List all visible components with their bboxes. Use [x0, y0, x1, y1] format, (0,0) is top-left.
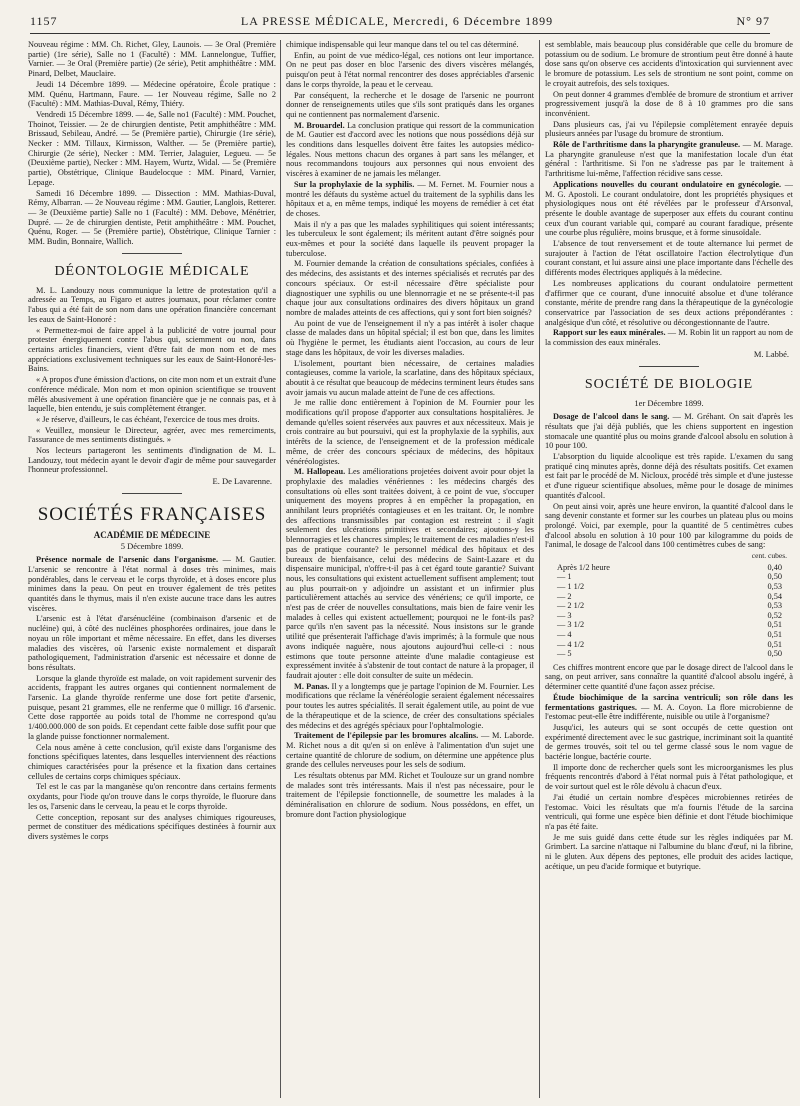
time-cell: — 5: [557, 649, 572, 659]
section-title-deontologie: DÉONTOLOGIE MÉDICALE: [54, 263, 250, 279]
paragraph: Jeudi 14 Décembre 1899. — Médecine opératoire, École pratique : MM. Quénu, Hartmann, Faure. — 1er Nouveau régime, Salle no 2 (Faculté) : MM. Mathias-Duval, Rémy, Thiéry.: [28, 79, 276, 109]
paragraph: M. Fournier demande la création de consultations spéciales, confiées à des médecins, des assistants et des internes spécialisés et recrutés par des concours spéciaux. Or est-il nécessaire d'être spécialiste pour diagnostiquer une syphilis ou une blennorragie et ne se présente-t-il pas chaque jour aux consultations ordinaires des divers hôpitaux un grand nombre de malades atteints de ces affections, qui y sont fort bien soignés?: [286, 259, 534, 317]
paragraph: Nos lecteurs partageront les sentiments d'indignation de M. L. Landouzy, tout médecin ayant le devoir d'agir de même pour sauvegarder l'honneur professionnel.: [28, 446, 276, 475]
speaker-name: M. Hallopeau.: [294, 467, 346, 477]
paragraph: « Permettez-moi de faire appel à la publicité de votre journal pour protester énergiquement contre l'abus qui, sciemment ou non, dans certains articles financiers, vient d'être fait de mon nom et de mes appréciations exclusivement techniques sur les eaux de Saint-Honoré-les-Bains.: [28, 325, 276, 374]
paragraph: Tel est le cas par la manganèse qu'on rencontre dans certains ferments oxydants, pour l'iode qu'on trouve dans le corps thyroïde, le fluorure dans les os, l'arsenic dans le cerveau, la peau et le corps thyroïde.: [28, 782, 276, 811]
value-cell: 0,52: [767, 610, 782, 620]
article-heading: Sur la prophylaxie de la syphilis.: [294, 179, 415, 189]
separator: [122, 493, 182, 494]
section-title-biologie: SOCIÉTÉ DE BIOLOGIE: [584, 376, 754, 392]
paragraph: « A propos d'une émission d'actions, on cite mon nom et un extrait d'une conférence médicale. Mon nom et mon opinion scientifique se trouvent mêlés abusivement à une opération financière que je ne connais pas, et à laquelle, bien entendu, je suis complètement étranger.: [28, 375, 276, 414]
article-text: M. Fournier nous a montré les défauts du système actuel du traitement de la syphilis dans les hôpitaux et a, en même temps, indiqué les moyens de remédier à cet état de choses.: [286, 179, 534, 218]
paragraph: Ces chiffres montrent encore que par le dosage direct de l'alcool dans le sang, on peut arriver, sans connaître la quantité d'alcool absolu ingéré, à déterminer cette quantité d'une façon assez précise.: [545, 662, 793, 692]
paragraph: Mais il n'y a pas que les malades syphilitiques qui soient intéressants; les tuberculeux le sont également; ils méritent autant d'être soignés pour eux-mêmes et pour la société dans laquelle ils peuvent propager la tuberculose.: [286, 219, 534, 258]
speaker-name: M. Brouardel.: [294, 120, 345, 130]
paragraph: [545, 693, 793, 722]
article-heading: Dosage de l'alcool dans le sang.: [553, 412, 670, 422]
column-2: [286, 40, 534, 1098]
separator: [122, 253, 182, 254]
time-cell: — 1 1/2: [557, 581, 585, 591]
section-title-societes: SOCIÉTÉS FRANÇAISES: [37, 503, 267, 525]
paragraph: [286, 467, 534, 680]
table-row: [557, 611, 782, 621]
journal-title: LA PRESSE MÉDICALE, Mercredi, 6 Décembre 1899: [240, 13, 554, 28]
article-author: — M. A. Coyon.: [636, 702, 703, 712]
paragraph: [286, 121, 534, 179]
article-heading: Rapport sur les eaux minérales.: [553, 328, 666, 338]
speaker-name: M. Panas.: [294, 681, 330, 691]
article-author: — M. G. Apostoli.: [545, 179, 793, 199]
table-row: [557, 649, 782, 659]
paragraph: On peut ainsi voir, après une heure environ, la quantité d'alcool dans le sang devenir constante et former sur les courbes un plateau plus ou moins prolongé. Voici, par exemple, pour la quantité de 5 centimètres cubes d'alcool absolu en solution à 10 pour 100 par kilogramme du poids de l'animal, le dosage de l'alcool dans 100 centimètres cubes de sang:: [545, 501, 793, 550]
value-cell: 0,40: [767, 562, 782, 572]
column-rule: [280, 40, 281, 1098]
article-text: On sait d'après les résultats que j'ai déjà publiés, que les chiens supportent en ingestion stomacale une quantité plus ou moins grande d'alcool absolu en solution à 10 pour 100.: [545, 412, 793, 451]
paragraph: Enfin, au point de vue médico-légal, ces notions ont leur importance. On ne peut pas doser en bloc l'arsenic des divers viscères mélangés, puisqu'on peut à l'état normal rencontrer des doses appréciables d'arsenic dans le corps thyroïde, la peau et le cerveau.: [286, 50, 534, 89]
time-cell: — 4 1/2: [557, 639, 585, 649]
value-cell: 0,51: [767, 620, 782, 630]
paragraph: « Je réserve, d'ailleurs, le cas échéant, l'exercice de tous mes droits.: [36, 414, 260, 424]
paragraph: M. L. Landouzy nous communique la lettre de protestation qu'il a adressée au Temps, au Figaro et autres journaux, pour réclamer contre l'abus qui a été fait de son nom dans une opération financière concernant les eaux de Saint-Honoré :: [28, 285, 276, 324]
page-number: 1157: [30, 13, 58, 28]
paragraph: Les nombreuses applications du courant ondulatoire permettent d'affirmer que ce courant, d'une innocuité absolue et d'une tolérance constante, mérite de prendre rang dans la thérapeutique de la gynécologie conservatrice par l'association de ses deux actions prépondérantes : analgésique d'un côté, et résolutive ou décongestionnante de l'autre.: [545, 278, 793, 327]
column-1: [28, 40, 276, 1098]
paragraph: J'ai étudié un certain nombre d'espèces microbiennes retirées de l'estomac. Voici les résultats que m'a fournis l'étude de la sarcina ventriculi, qui forme une espèce bien définie et dont l'étude biochimique n'a pas été faite.: [545, 792, 793, 831]
article-author: — M. Robin: [665, 328, 711, 338]
separator: [639, 366, 699, 367]
paragraph: Cette conception, reposant sur des analyses chimiques rigoureuses, permet de constituer des médications spécifiques destinées à fournir aux divers systèmes le corps: [28, 812, 276, 841]
article-text: Il y a longtemps que je partage l'opinion de M. Fournier. Les modifications que réclame la vénéréologie seraient également nécessaires pour toutes les autres spécialités. Il serait également utile, au point de vue de la thérapeutique et de la science, de créer des consultations spéciales des médecins et des agrégés spéciaux pour l'ophtalmologie.: [286, 681, 534, 730]
time-cell: — 1: [557, 572, 572, 582]
paragraph: chimique indispensable qui leur manque dans tel ou tel cas déterminé.: [286, 40, 519, 49]
paragraph: On peut donner 4 grammes d'emblée de bromure de strontium et arriver progressivement jusqu'à la dose de 8 à 10 grammes pro die sans inconvénient.: [545, 89, 793, 118]
paragraph: L'isolement, pourtant bien nécessaire, de certaines maladies contagieuses, comme la variole, la scarlatine, dans des hôpitaux spéciaux, aboutit à ce résultat que beaucoup de médecins terminent leurs études sans avoir jamais vu aucun malade atteint de l'une de ces affections.: [286, 358, 534, 397]
time-cell: — 3: [557, 610, 572, 620]
table-unit-header: cent. cubes.: [751, 551, 787, 561]
paragraph: « Veuillez, monsieur le Directeur, agréer, avec mes remerciments, l'assurance de mes sentiments distingués. »: [28, 425, 276, 445]
paragraph: [545, 180, 793, 238]
paragraph: [286, 682, 534, 731]
article-author: — M. Marage.: [740, 140, 793, 150]
paragraph: [545, 328, 793, 347]
paragraph: Cela nous amène à cette conclusion, qu'il existe dans l'organisme des fonctions spécifiques latentes, dans lesquelles interviennent des réactions chimiques caractérisées pour la présence et la fixation dans certaines cellules de certains corps chimiques spéciaux.: [28, 742, 276, 781]
value-cell: 0,51: [767, 629, 782, 639]
paragraph: L'absence de tout renversement et de toute alternance lui permet de surajouter à l'action de l'état oscillatoire l'action électrolytique d'un courant constant, et lui assure ainsi une place importante dans l'échelle des différents modes électriques appliqués à la médecine.: [545, 239, 793, 278]
value-cell: 0,53: [767, 581, 782, 591]
time-cell: — 2 1/2: [557, 601, 585, 611]
article-text: Les améliorations projetées doivent avoir pour objet la prophylaxie des maladies vénériennes : les médecins chargés des consultations où elles sont traitées doivent, à ce point de vue, s'occuper uniquement des moyens propres à en empêcher la propagation, en annihilant leurs propriétés contagieuses et en les traitant. Or, le nombre des affections transmissibles par contagion est restreint : il s'agit seulement des ulcérations primitives et secondaires; ajoutons-y les blennorragies et les chancres simples; le traitement de ces maladies n'est-il pas de pratique courante? le personnel médical des hôpitaux et des bureaux de bienfaisance, celui des médecins de Saint-Lazare et du dispensaire municipal, n'offre-t-il pas à cet égard toute garantie? Suivant nous, les consultations qui existent actuellement suffisent amplement; tout au plus pourrait-on y adjoindre un assistant et un infirmier plus particulièrement attachés au service des vénériens; ce qu'il importe, ce n'est pas de créer de nouvelles consultations, mais bien de faire venir les malades à celles qui existent actuellement; pourquoi ne le font-ils pas? parce qu'ils n'en savent pas la nécessité. Nous insistons sur le grande utilité que présenterait l'affichage d'avis imprimés; à la formule que nous avons indiquée naguère, nous ajoutons aujourd'hui celle-ci : nous estimons que toute personne atteinte d'une maladie contagieuse est expressément invitée à s'abstenir de tout contact de nature à la propager, il faudrait ajouter : elle doit consulter de suite un médecin.: [286, 467, 534, 680]
article-heading: Présence normale de l'arsenic dans l'organisme.: [36, 555, 219, 565]
table-row: [557, 582, 782, 592]
alcohol-table: [557, 563, 782, 659]
article-author: — M. Laborde.: [478, 731, 534, 741]
paragraph: Nouveau régime : MM. Ch. Richet, Gley, Launois. — 3e Oral (Première partie) (1re série), Salle no 1 (Faculté) : MM. Lannelongue, Tuffier, Varnier. — 3e Oral (Première partie) (2e série), Petit amphithéâtre : MM. Pinard, Delbet, Mauclaire.: [28, 40, 276, 79]
article-text: L'arsenic se rencontre à l'état normal à doses très minimes, mais pondérables, dans le cerveau et le corps thyroïde, et à doses encore plus minimes dans la peau. On peut en trouver également de très petites quantités dans le thymus, mais il n'en existe aucune trace dans les autres viscères.: [28, 564, 276, 613]
value-cell: 0,54: [767, 591, 782, 601]
article-text: M. Richet nous a dit qu'en si on enlève à l'alimentation d'un sujet une certaine quantité de chlorure de sodium, on détermine une appétence plus grande des cellules nerveuses pour les sels de sodium.: [286, 740, 534, 770]
paragraph: Lorsque la glande thyroïde est malade, on voit rapidement survenir des accidents, frappant les autres organes qui contiennent normalement de l'arsenic. La glande thyroïde renferme une dose fort petite d'arsenic, puisque, pesant 21 grammes, elle ne renferme que 0 milligr. 16 d'arsenic. Cette dose rapportée au poids total de l'homme ne correspond qu'au 1/400.000.000 de son poids. Et cependant cette faible dose suffit pour que la glande puisse fonctionner normalement.: [28, 673, 276, 741]
header-rule: [30, 33, 770, 34]
signature: E. De Lavarenne.: [212, 476, 272, 487]
article-author: — M. Gréhant.: [669, 412, 726, 422]
paragraph: Par conséquent, la recherche et le dosage de l'arsenic ne pourront donner de renseignements utiles que s'ils sont pratiqués dans les organes qui ne contiennent pas normalement d'arsenic.: [286, 90, 534, 119]
paragraph: Dans plusieurs cas, j'ai vu l'épilepsie complètement enrayée depuis plusieurs années par l'usage du bromure de strontium.: [545, 119, 793, 139]
paragraph: Je me rallie donc entièrement à l'opinion de M. Fournier pour les modifications qu'il propose d'apporter aux consultations hospitalières. Je demande qu'elles soient réservées aux pauvres et aux nécessiteux. Mais je crois contraire au but poursuivi, qui est la prophylaxie de la syphilis, aux intérêts de la science, de l'enseignement et de la profession médicale même, de créer des concours spéciaux de médecins, des hôpitaux vénéréologistes.: [286, 398, 534, 466]
paragraph: Au point de vue de l'enseignement il n'y a pas intérêt à isoler chaque classe de malades dans un hôpital spécial; il est bon que, dans les limites où l'hygiène le permet, les étudiants aient l'occasion, au cours de leur stage dans les hôpitaux, de voir les diverses maladies.: [286, 318, 534, 357]
table-row: [557, 563, 782, 573]
session-date: 1er Décembre 1899.: [634, 397, 704, 408]
paragraph: L'arsenic est à l'état d'arsénucléine (combinaison d'arsenic et de nucléine) qui, à côté des nucléines phosphorées ordinaires, joue dans le noyau un rôle important et même nécessaire. En effet, dans les diverses maladies des viscères, où l'arsenic existe normalement et disparaît pathologiquement, l'administration d'arsenic est nécessaire et donne de bons résultats.: [28, 614, 276, 672]
issue-number: N° 97: [736, 13, 770, 28]
paragraph: [545, 140, 793, 179]
time-cell: — 2: [557, 591, 572, 601]
table-row: [557, 601, 782, 611]
session-date: 5 Décembre 1899.: [120, 540, 184, 551]
article-text: Le courant ondulatoire, dont les propriétés physiques et physiologiques nous ont été révélées par le professeur d'Arsonval, présente le double avantage de superposer aux effets du courant continu ceux d'un courant variable qui, comparé au courant faradique, présente une courbe plus régulière, moins brusque, et à forme sinusoïdale.: [545, 189, 793, 238]
paragraph: [286, 180, 534, 219]
article-heading: Étude biochimique de la sarcina ventriculi; son rôle dans les fermentations gastriques.: [545, 692, 793, 712]
paragraph: Samedi 16 Décembre 1899. — Dissection : MM. Mathias-Duval, Rémy, Albarran. — 2e Nouveau régime : MM. Gautier, Langlois, Retterer. — 3e (Deuxième partie) Salle no 1 (Faculté) : MM. Debove, Ménétrier, Dupré. — 2e de chirurgien dentiste, Petit amphithéâtre : MM. Pouchet, Quénu, Roger. — 5e (Première partie), Obstétrique, Clinique Tarnier : MM. Budin, Bonnaire, Wallich.: [28, 188, 276, 247]
value-cell: 0,50: [767, 572, 782, 582]
value-cell: 0,53: [767, 601, 782, 611]
paragraph: Les résultats obtenus par MM. Richet et Toulouze sur un grand nombre de malades sont très intéressants. Mais il n'est pas nécessaire, pour le traitement de l'épilepsie fonctionnelle, de soumettre les malades à la déminéralisation en chlorure de sodium. Nous possédons, en effet, un bromure dont l'action physiologique: [286, 771, 534, 819]
paragraph: Je me suis guidé dans cette étude sur les règles indiquées par M. Grimbert. La sarcine n'attaque ni l'albumine du blanc d'œuf, ni la fibrine, ni le gluten. Aux dépens des peptones, elle produit des acides lactique, acétique, un peu d'acide formique et butyrique.: [545, 832, 793, 871]
paragraph: L'absorption du liquide alcoolique est très rapide. L'examen du sang pratiqué cinq minutes après, donne déjà des résultats positifs. Cet examen est fait par le procédé de M. Nicloux, procédé très simple et d'une justesse et d'une rigueur scientifique absolues, même pour le dosage de minimes quantités d'alcool.: [545, 452, 793, 500]
paragraph: [28, 555, 276, 613]
time-cell: Après 1/2 heure: [557, 562, 610, 572]
column-rule: [539, 40, 540, 1098]
table-row: [557, 620, 782, 630]
article-author: — M. Gautier.: [218, 555, 276, 565]
value-cell: 0,50: [767, 649, 782, 659]
paragraph: Jusqu'ici, les auteurs qui se sont occupés de cette question ont expérimenté directement avec le suc gastrique, incriminant soit la quantité de germes trouvés, soit tel ou tel germe classé sous le nom vague de bactérie longue, bactérie courte.: [545, 722, 793, 762]
subsection-title-academie: ACADÉMIE DE MÉDECINE: [93, 529, 211, 540]
page-header: [30, 10, 770, 32]
column-3: [545, 40, 793, 1098]
paragraph: Vendredi 15 Décembre 1899. — 4e, Salle no1 (Faculté) : MM. Pouchet, Thoinot, Teissier. — 2e de chirurgien dentiste, Petit amphithéâtre : MM. Brissaud, Sebileau, André. — 5e (Première partie), Chirurgie (1re série), Necker : MM. Tillaux, Kirmisson, Walther. — 5e (Première partie), Chirurgie (2e série), Necker : MM. Terrier, Jalaguier, Legueu. — 5e (Deuxième partie), Necker : MM. Hayem, Wurtz, Widal. — 5e (Première partie), Obstétrique, Clinique Baudelocque : MM. Pinard, Varnier, Lepage.: [28, 109, 276, 187]
article-text: La conclusion pratique qui ressort de la communication de M. Gautier est d'accord avec les notions que nous possédions déjà sur les conditions dans lesquelles doivent être faites les autopsies médico-légales. Nous mettons chacun des organes à part sans les mélanger, et nous recommandons toujours aux personnes qui nous envoient des viscères à examiner de ne jamais les mélanger.: [286, 120, 534, 179]
paragraph: est semblable, mais beaucoup plus considérable que celle du bromure de potassium ou de sodium. Le bromure de strontium peut être donné à haute dose sans qu'on observe ces accidents d'intoxication qui surviennent avec le bromure de potassium. Les sels de strontium ne sont point, comme on le croyait autrefois, des sels toxiques.: [545, 40, 793, 88]
time-cell: — 3 1/2: [557, 620, 585, 630]
table-row: [557, 592, 782, 602]
article-heading: Rôle de l'arthritisme dans la pharyngite granuleuse.: [553, 140, 741, 150]
article-text: La pharyngite granuleuse n'est que la manifestation locale d'un état général : l'arthritisme. Si l'on ne s'adresse pas par le traitement à l'arthritisme lui-même, l'affection récidive sans cesse.: [545, 149, 793, 179]
table-row: [557, 640, 782, 650]
table-row: [557, 572, 782, 582]
article-author: — M. Fernet.: [414, 179, 465, 189]
article-heading: Applications nouvelles du courant ondulatoire en gynécologie.: [553, 179, 782, 189]
paragraph: [545, 412, 793, 451]
time-cell: — 4: [557, 629, 572, 639]
paragraph: [286, 731, 534, 770]
article-heading: Traitement de l'épilepsie par les bromures alcalins.: [294, 731, 479, 741]
table-row: [557, 630, 782, 640]
paragraph: Il importe donc de rechercher quels sont les microorganismes les plus fréquents rencontrés d'abord à l'état normal puis à l'état pathologique, et de voir surtout quel est le rôle dévolu à chacun d'eux.: [545, 762, 793, 792]
signature: M. Labbé.: [753, 348, 789, 359]
article-text: lit un rapport au nom de la commission des eaux minérales.: [545, 328, 793, 348]
value-cell: 0,51: [767, 639, 782, 649]
article-text: La flore microbienne de l'estomac peut-elle être indifférente, nuisible ou utile à l'organisme?: [545, 702, 793, 722]
